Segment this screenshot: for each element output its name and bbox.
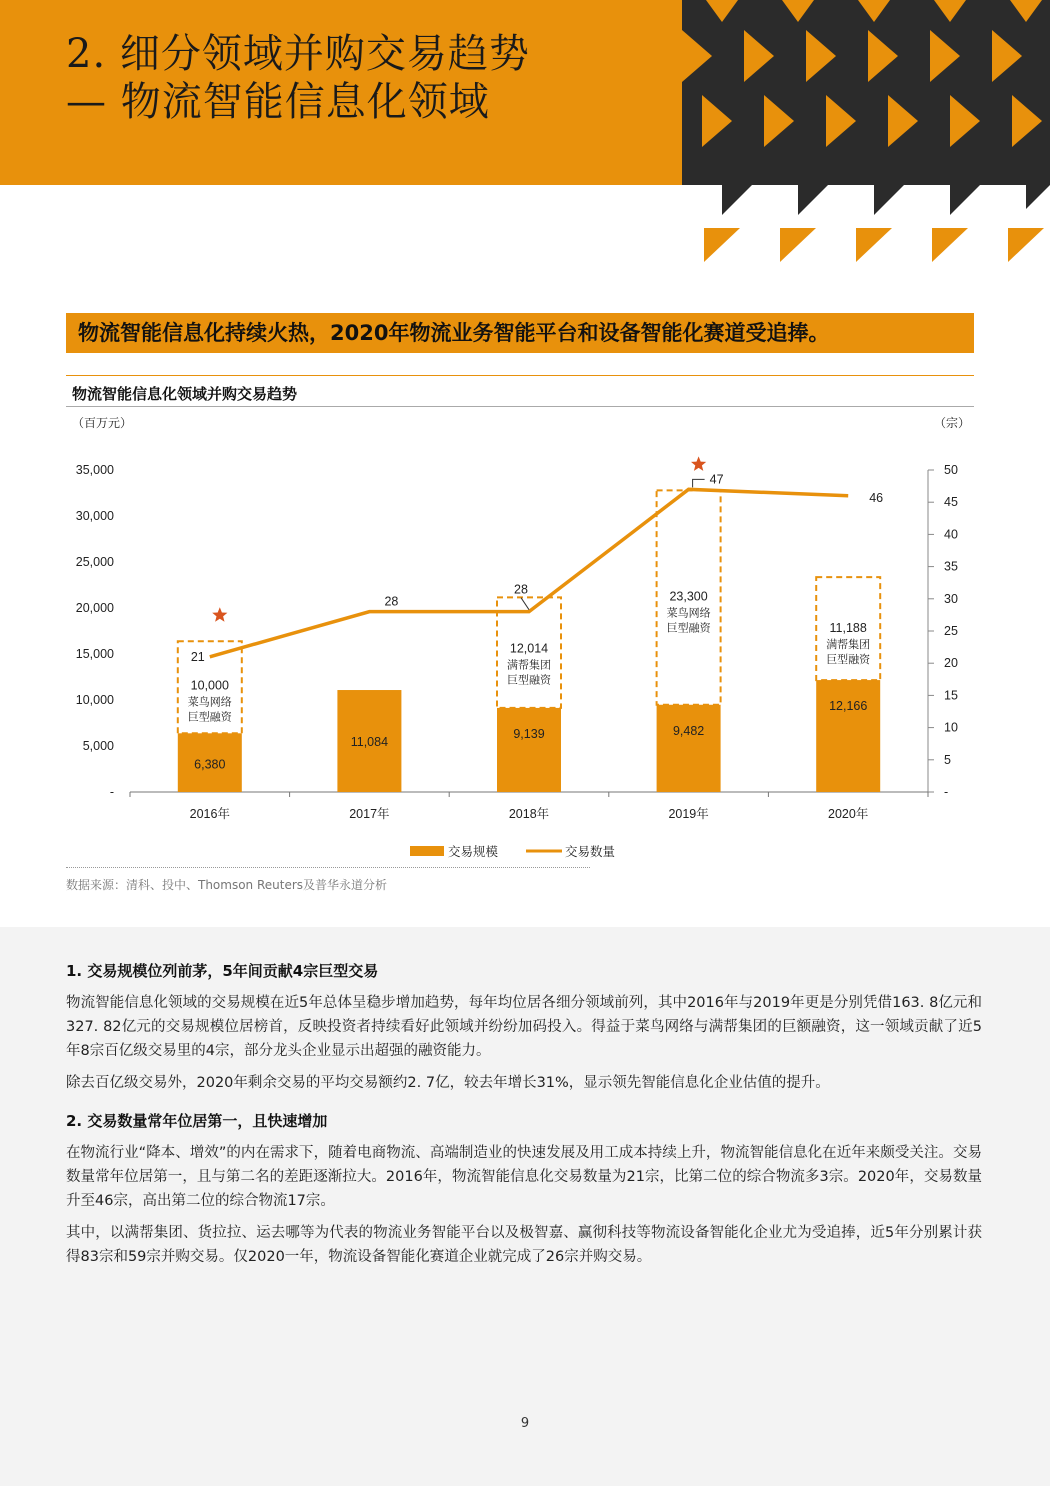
left-tick-label: 20,000 xyxy=(75,601,114,615)
right-tick-label: 20 xyxy=(944,656,958,671)
right-tick-label: 15 xyxy=(944,688,958,703)
left-tick-label: - xyxy=(109,785,114,799)
page-title xyxy=(66,30,530,126)
line-value-label: 28 xyxy=(384,594,399,609)
right-tick-label: 40 xyxy=(944,527,958,542)
chart xyxy=(0,400,1050,870)
right-tick-label: 35 xyxy=(944,559,958,574)
section-1-paragraph-2: 除去百亿级交易外，2020年剩余交易的平均交易额约2. 7亿，较去年增长31%，显示领先智能信息化企业估值的提升。 xyxy=(66,1075,830,1091)
left-tick-label: 15,000 xyxy=(75,647,114,661)
data-source-note: 数据来源：清科、投中、Thomson Reuters及普华永道分析 xyxy=(66,878,388,892)
right-tick-label: 10 xyxy=(944,720,958,735)
star-icon xyxy=(691,456,706,471)
line-value-label: 28 xyxy=(514,582,528,597)
left-tick-label: 5,000 xyxy=(82,739,114,753)
right-tick-label: 45 xyxy=(944,495,958,510)
left-tick-label: 10,000 xyxy=(75,693,114,707)
bar-transaction-value xyxy=(816,680,880,792)
bar-value-label: 11,084 xyxy=(350,735,389,750)
right-tick-label: 30 xyxy=(944,591,958,606)
line-value-label: 47 xyxy=(709,472,724,487)
x-category-label: 2020年 xyxy=(828,807,869,821)
bar-transaction-value xyxy=(497,708,561,792)
mega-deal-note: 巨型融资 xyxy=(666,622,711,635)
mega-deal-value: 23,300 xyxy=(669,589,708,604)
page-number: 9 xyxy=(520,1416,530,1431)
star-icon xyxy=(212,607,227,622)
legend-label-bar: 交易规模 xyxy=(448,845,499,859)
left-axis-unit: （百万元） xyxy=(72,416,133,430)
line-value-label: 21 xyxy=(190,649,205,664)
x-category-label: 2018年 xyxy=(508,807,550,821)
right-tick-label: 25 xyxy=(944,624,958,638)
mega-deal-note: 巨型融资 xyxy=(826,654,871,667)
mega-deal-value: 11,188 xyxy=(829,621,867,636)
bar-transaction-value xyxy=(657,705,721,792)
line-value-label: 46 xyxy=(869,490,884,505)
bar-value-label: 12,166 xyxy=(829,699,868,714)
legend-label-line: 交易数量 xyxy=(565,845,616,859)
right-tick-label: 5 xyxy=(944,752,951,767)
x-category-label: 2017年 xyxy=(349,807,390,821)
section-2 xyxy=(66,1110,982,1277)
bar-value-label: 9,482 xyxy=(672,723,705,738)
x-category-label: 2019年 xyxy=(668,807,709,821)
leader-line xyxy=(521,598,529,610)
left-tick-label: 25,000 xyxy=(75,555,114,569)
right-tick-label: 50 xyxy=(944,463,958,477)
left-tick-label: 30,000 xyxy=(75,509,114,523)
line-transaction-count xyxy=(210,489,848,656)
bar-value-label: 6,380 xyxy=(194,757,226,772)
section-2-paragraph-2: 其中，以满帮集团、货拉拉、运去哪等为代表的物流业务智能平台以及极智嘉、赢彻科技等物流设备智能化企业尤为受追捧，近5年分别累计获得83宗和59宗并购交易。仅2020一年，物流设备智能化赛道企业就完成了26宗并购交易。 xyxy=(66,1225,982,1265)
mega-deal-note: 满帮集团 xyxy=(826,639,871,652)
title-line-1: 2. 细分领域并购交易趋势 xyxy=(66,31,530,77)
headline-banner: 物流智能信息化持续火热，2020年物流业务智能平台和设备智能化赛道受追捧。 xyxy=(66,313,974,353)
x-category-label: 2016年 xyxy=(189,807,230,821)
source-divider xyxy=(66,867,590,868)
chart-top-rule xyxy=(66,375,974,376)
mega-deal-value: 10,000 xyxy=(190,678,229,693)
right-tick-label: - xyxy=(944,785,949,799)
section-1 xyxy=(66,960,982,1103)
leader-line xyxy=(693,479,705,487)
mega-deal-value: 12,014 xyxy=(509,641,549,656)
mega-deal-note: 菜鸟网络 xyxy=(187,696,232,709)
title-line-2: — 物流智能信息化领域 xyxy=(66,79,490,125)
legend-swatch-bar xyxy=(410,846,444,856)
section-2-paragraph-1: 在物流行业“降本、增效”的内在需求下，随着电商物流、高端制造业的快速发展及用工成本持续上升，物流智能信息化在近年来颇受关注。交易数量常年位居第一，且与第二名的差距逐渐拉大。2016年，物流智能信息化交易数量为21宗，比第二位的综合物流多3宗。2020年，交易数量升至46宗，高出第二位的综合物流17宗。 xyxy=(66,1145,982,1209)
right-axis-unit: （宗） xyxy=(933,416,970,430)
mega-deal-note: 巨型融资 xyxy=(507,674,551,687)
mega-deal-note: 满帮集团 xyxy=(507,659,551,672)
mega-deal-note: 巨型融资 xyxy=(187,711,232,724)
bar-value-label: 9,139 xyxy=(513,726,545,741)
section-1-heading: 1. 交易规模位列前茅，5年间贡献4宗巨型交易 xyxy=(66,962,379,980)
left-tick-label: 35,000 xyxy=(75,463,114,477)
section-1-paragraph-1: 物流智能信息化领域的交易规模在近5年总体呈稳步增加趋势，每年均位居各细分领域前列，其中2016年与2019年更是分别凭借163. 8亿元和327. 82亿元的交易规模位居榜首，反映投资者持续看好此领域并纷纷加码投入。得益于菜鸟网络与满帮集团的巨额融资，这一领域贡献了近5年8宗百亿级交易里的4宗，部分龙头企业显示出超强的融资能力。 xyxy=(66,995,982,1059)
decorative-pattern xyxy=(682,0,1050,262)
mega-deal-note: 菜鸟网络 xyxy=(666,607,711,620)
section-2-heading: 2. 交易数量常年位居第一，且快速增加 xyxy=(66,1112,328,1130)
chart-title: 物流智能信息化领域并购交易趋势 xyxy=(72,385,298,403)
